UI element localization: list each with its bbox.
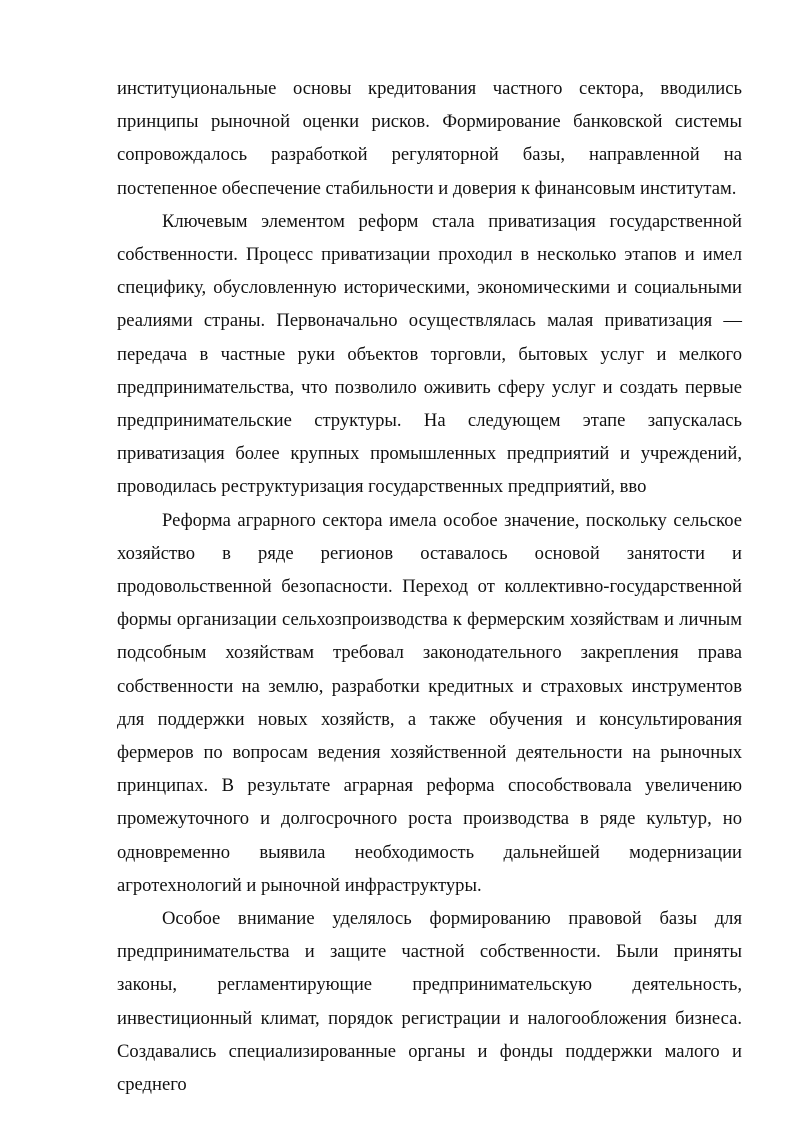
paragraph-privatization: Ключевым элементом реформ стала приватизация государственной собственности. Процесс приватизации проходил в несколько этапов и имел специфику, обусловленную историческими, экономическими и социальными реалиями страны. Первоначально осуществлялась малая приватизация — передача в частные руки объектов торговли, бытовых услуг и мелкого предпринимательства, что позволило оживить сферу услуг и создать первые предпринимательские структуры. На следующем этапе запускалась приватизация более крупных промышленных предприятий и учреждений, проводилась реструктуризация государственных предприятий, вво [117, 210, 742, 498]
paragraph-agrarian-reform: Реформа аграрного сектора имела особое значение, поскольку сельское хозяйство в ряде регионов оставалось основой занятости и продовольственной безопасности. Переход от коллективно-государственной формы организации сельхозпроизводства к фермерским хозяйствам и личным подсобным хозяйствам требовал законодательного закрепления права собственности на землю, разработки кредитных и страховых инструментов для поддержки новых хозяйств, а также обучения и консультирования фермеров по вопросам ведения хозяйственной деятельности на рыночных принципах. В результате аграрная реформа способствовала увеличению промежуточного и долгосрочного роста производства в ряде культур, но одновременно выявила необходимость дальнейшей модернизации агротехнологий и рыночной инфраструктуры. [117, 509, 742, 896]
document-body [117, 72, 742, 1101]
paragraph-banking-continuation: институциональные основы кредитования частного сектора, вводились принципы рыночной оценки рисков. Формирование банковской системы сопровождалось разработкой регуляторной базы, направленной на постепенное обеспечение стабильности и доверия к финансовым институтам. [117, 78, 742, 199]
paragraph-legal-base: Особое внимание уделялось формированию правовой базы для предпринимательства и защите частной собственности. Были приняты законы, регламентирующие предпринимательскую деятельность, инвестиционный климат, порядок регистрации и налогообложения бизнеса. Создавались специализированные органы и фонды поддержки малого и среднего [117, 908, 742, 1096]
